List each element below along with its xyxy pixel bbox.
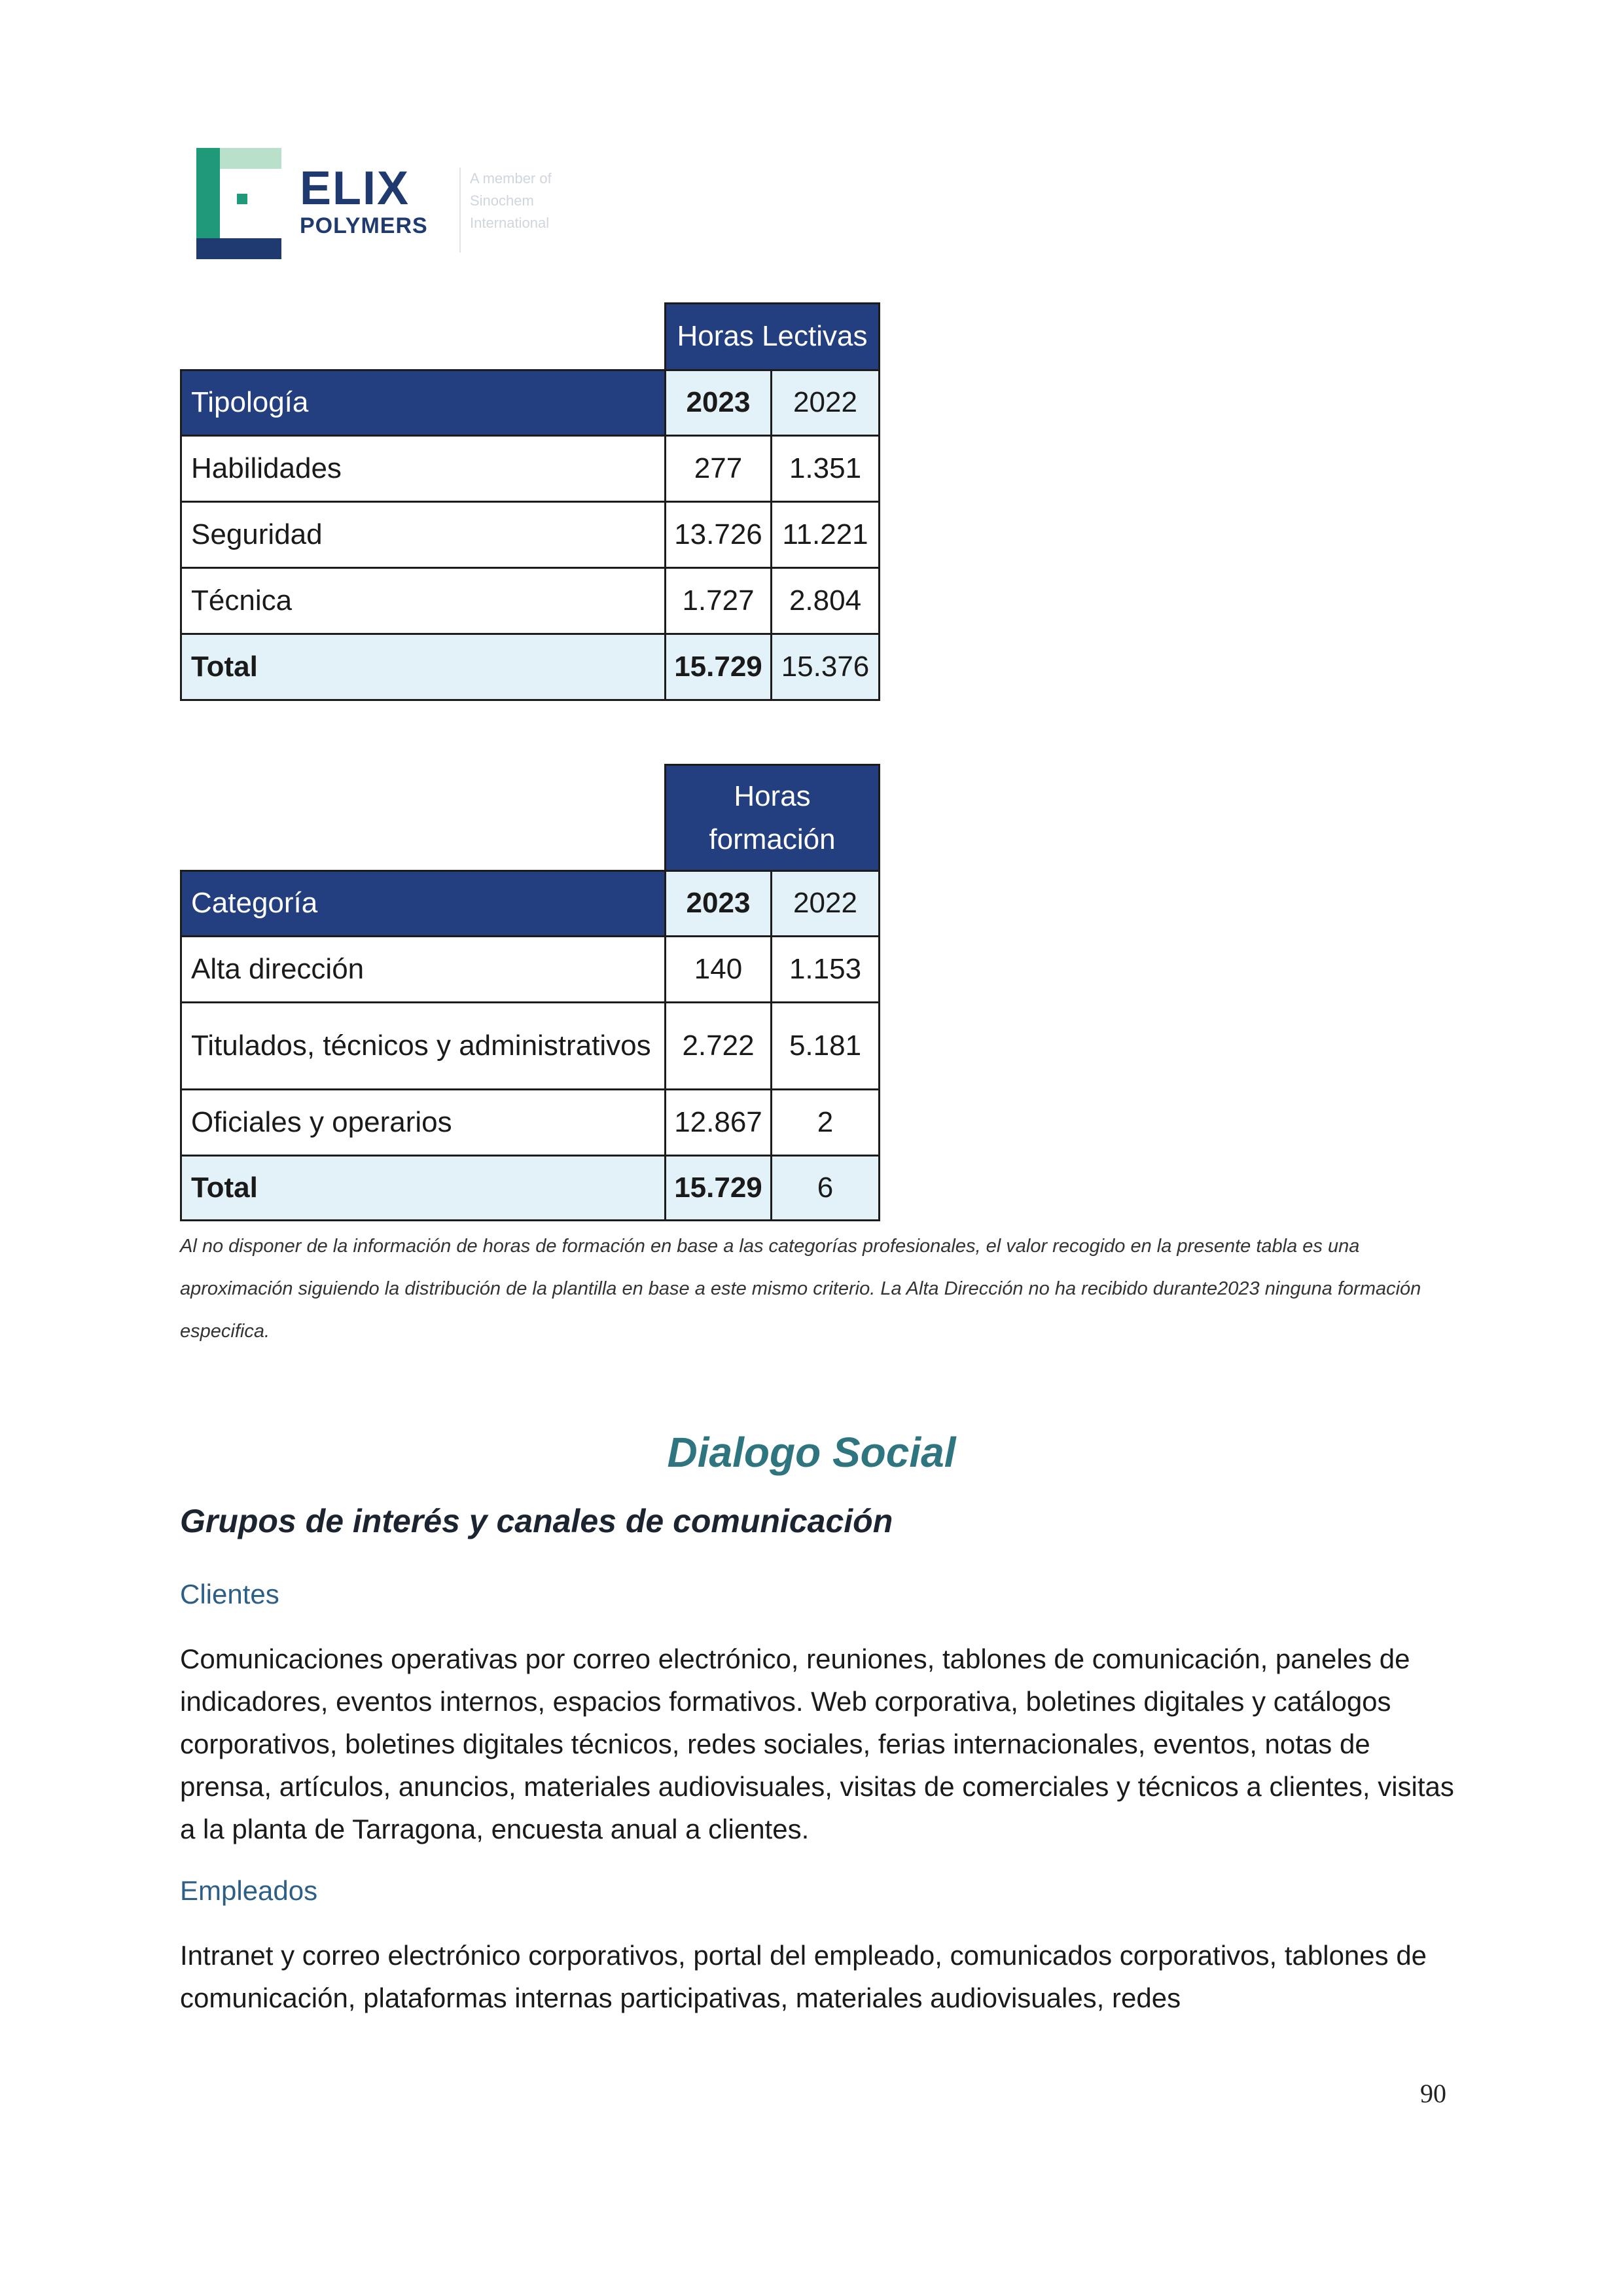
logo-subtitle: POLYMERS	[300, 213, 428, 238]
table-row-label: Titulados, técnicos y administrativos	[180, 1001, 666, 1090]
group-text-empleados: Intranet y correo electrónico corporativos, portal del empleado, comunicados corporativos, tablones de comunicación, plataformas internas participativas, materiales audiovisuales, redes	[180, 1940, 1427, 2013]
table-cell: 1.351	[770, 435, 880, 503]
table-group-header: Horas formación	[664, 764, 880, 872]
group-text-clientes: Comunicaciones operativas por correo electrónico, reuniones, tablones de comunicación, paneles de indicadores, eventos internos, espacios formativos. Web corporativa, boletines digitales y catálogos corporativos, boletines digitales técnicos, redes sociales, ferias internacionales, eventos, notas de prensa, artículos, anuncios, materiales audiovisuales, visitas de comerciales y técnicos a clientes, visitas a la planta de Tarragona, encuesta anual a clientes.	[180, 1643, 1454, 1844]
table-cell: 140	[664, 935, 772, 1003]
table-year-header: 2023	[664, 870, 772, 937]
table-row-label: Técnica	[180, 567, 666, 635]
group-title-empleados: Empleados	[180, 1875, 318, 1906]
table-row-label: Habilidades	[180, 435, 666, 503]
table-cell: 2	[770, 1088, 880, 1157]
table-cell: 12.867	[664, 1088, 772, 1157]
logo-mark-icon	[196, 148, 281, 259]
table-cell: 5.181	[770, 1001, 880, 1090]
table-footnote: Al no disponer de la información de horas de formación en base a las categorías profesionales, el valor recogido en la presente tabla es una aproximación siguiendo la distribución de la plantilla en base a este mismo criterio. La Alta Dirección no ha recibido durante2023 ninguna formación especifica.	[180, 1236, 1421, 1342]
table-year-header: 2022	[770, 369, 880, 437]
table-total-cell: 15.376	[770, 633, 880, 701]
table-year-header: 2023	[664, 369, 772, 437]
table-cell: 1.153	[770, 935, 880, 1003]
table-cell: 1.727	[664, 567, 772, 635]
table-total-label: Total	[180, 1155, 666, 1221]
logo-brand: ELIX	[300, 162, 410, 215]
table-total-cell: 15.729	[664, 633, 772, 701]
group-title-clientes: Clientes	[180, 1579, 279, 1609]
subsection-title: Grupos de interés y canales de comunicación	[180, 1503, 893, 1539]
page-number: 90	[1420, 2079, 1446, 2108]
table-cell: 277	[664, 435, 772, 503]
table-row-label: Oficiales y operarios	[180, 1088, 666, 1157]
table-cell: 2.722	[664, 1001, 772, 1090]
logo-member-text: A member of Sinochem International	[459, 168, 610, 253]
table-column-header: Categoría	[180, 870, 666, 937]
table-cell: 13.726	[664, 501, 772, 569]
table-total-label: Total	[180, 633, 666, 701]
table-group-header: Horas Lectivas	[664, 302, 880, 371]
table-total-cell: 6	[770, 1155, 880, 1221]
table-total-cell: 15.729	[664, 1155, 772, 1221]
table-column-header: Tipología	[180, 369, 666, 437]
table-cell: 11.221	[770, 501, 880, 569]
table-row-label: Alta dirección	[180, 935, 666, 1003]
table-year-header: 2022	[770, 870, 880, 937]
table-cell: 2.804	[770, 567, 880, 635]
section-title: Dialogo Social	[667, 1429, 956, 1476]
company-logo	[196, 148, 615, 259]
table-row-label: Seguridad	[180, 501, 666, 569]
